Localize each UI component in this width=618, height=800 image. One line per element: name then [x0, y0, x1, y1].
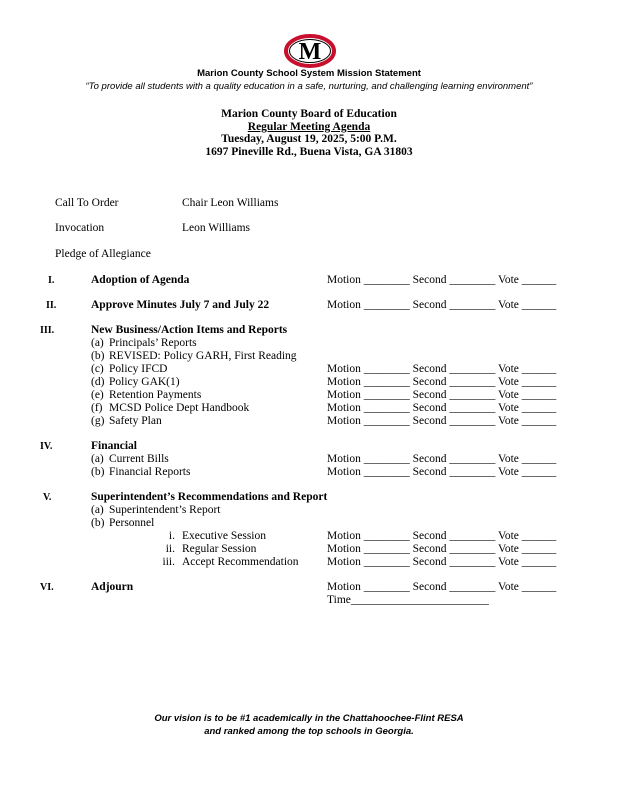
item-letter: (a): [91, 504, 104, 516]
motion-line: Motion ________ Second ________ Vote ______: [327, 581, 557, 593]
section-title-adjourn: Adjourn: [91, 581, 134, 593]
motion-line: Motion ________ Second ________ Vote ______: [327, 556, 557, 568]
section-title-minutes: Approve Minutes July 7 and July 22: [91, 299, 270, 311]
item-letter: (f): [91, 402, 103, 414]
section-numeral-4: IV.: [40, 441, 53, 452]
item-principals-reports: Principals’ Reports: [109, 337, 197, 349]
board-name: Marion County Board of Education: [221, 108, 397, 120]
section-title-financial: Financial: [91, 440, 138, 452]
opening-person-call-to-order: Chair Leon Williams: [182, 197, 279, 209]
opening-label-pledge: Pledge of Allegiance: [55, 248, 151, 260]
item-letter: (b): [91, 350, 105, 362]
item-letter: (d): [91, 376, 105, 388]
vision-line-1: Our vision is to be #1 academically in the Chattahoochee-Flint RESA: [154, 713, 464, 724]
mission-title: Marion County School System Mission Statement: [197, 68, 421, 79]
motion-line: Motion ________ Second ________ Vote ______: [327, 363, 557, 375]
motion-line: Motion ________ Second ________ Vote ______: [327, 543, 557, 555]
subitem-accept-recommendation: Accept Recommendation: [182, 556, 299, 568]
item-policy-ifcd: Policy IFCD: [109, 363, 168, 375]
subitem-numeral: i.: [168, 530, 175, 542]
section-numeral-1: I.: [48, 275, 55, 286]
item-retention-payments: Retention Payments: [109, 389, 202, 401]
logo-letter: M: [298, 39, 322, 65]
agenda-title-text: Regular Meeting Agenda: [247, 121, 371, 133]
mission-text: “To provide all students with a quality education in a safe, nurturing, and challenging learning environment”: [85, 81, 533, 92]
section-numeral-6: VI.: [40, 582, 54, 593]
time-line: Time________________________: [327, 594, 489, 606]
opening-label-call-to-order: Call To Order: [55, 197, 119, 209]
item-financial-reports: Financial Reports: [109, 466, 191, 478]
item-letter: (a): [91, 453, 104, 465]
motion-line: Motion ________ Second ________ Vote ______: [327, 415, 557, 427]
motion-line: Motion ________ Second ________ Vote ______: [327, 453, 557, 465]
item-policy-gak: Policy GAK(1): [109, 376, 180, 388]
item-police-handbook: MCSD Police Dept Handbook: [109, 402, 250, 414]
section-title-adoption: Adoption of Agenda: [91, 274, 190, 286]
school-logo: [284, 34, 336, 68]
item-personnel: Personnel: [109, 517, 155, 529]
opening-person-invocation: Leon Williams: [182, 222, 250, 234]
section-title-superintendent: Superintendent’s Recommendations and Report: [91, 491, 328, 503]
motion-line: Motion ________ Second ________ Vote ______: [327, 402, 557, 414]
section-numeral-3: III.: [40, 325, 55, 336]
motion-line: Motion ________ Second ________ Vote ______: [327, 299, 557, 311]
vision-line-2: and ranked among the top schools in Georgia.: [204, 726, 414, 737]
item-letter: (b): [91, 466, 105, 478]
subitem-numeral: ii.: [165, 543, 175, 555]
section-numeral-2: II.: [46, 300, 57, 311]
meeting-date: Tuesday, August 19, 2025, 5:00 P.M.: [221, 133, 397, 145]
item-letter: (c): [91, 363, 104, 375]
motion-line: Motion ________ Second ________ Vote ______: [327, 389, 557, 401]
motion-line: Motion ________ Second ________ Vote ______: [327, 274, 557, 286]
subitem-numeral: iii.: [162, 556, 175, 568]
agenda-title: [0, 121, 618, 133]
motion-line: Motion ________ Second ________ Vote ______: [327, 530, 557, 542]
opening-label-invocation: Invocation: [55, 222, 105, 234]
item-letter: (a): [91, 337, 104, 349]
motion-line: Motion ________ Second ________ Vote ______: [327, 376, 557, 388]
item-letter: (b): [91, 517, 105, 529]
section-numeral-5: V.: [43, 492, 52, 503]
item-letter: (g): [91, 415, 105, 427]
meeting-address: 1697 Pineville Rd., Buena Vista, GA 31803: [205, 146, 413, 158]
item-superintendent-report: Superintendent’s Report: [109, 504, 221, 516]
subitem-regular-session: Regular Session: [182, 543, 257, 555]
item-safety-plan: Safety Plan: [109, 415, 162, 427]
item-letter: (e): [91, 389, 104, 401]
section-title-new-business: New Business/Action Items and Reports: [91, 324, 288, 336]
motion-line: Motion ________ Second ________ Vote ______: [327, 466, 557, 478]
subitem-executive-session: Executive Session: [182, 530, 266, 542]
item-policy-garh: REVISED: Policy GARH, First Reading: [109, 350, 297, 362]
item-current-bills: Current Bills: [109, 453, 169, 465]
